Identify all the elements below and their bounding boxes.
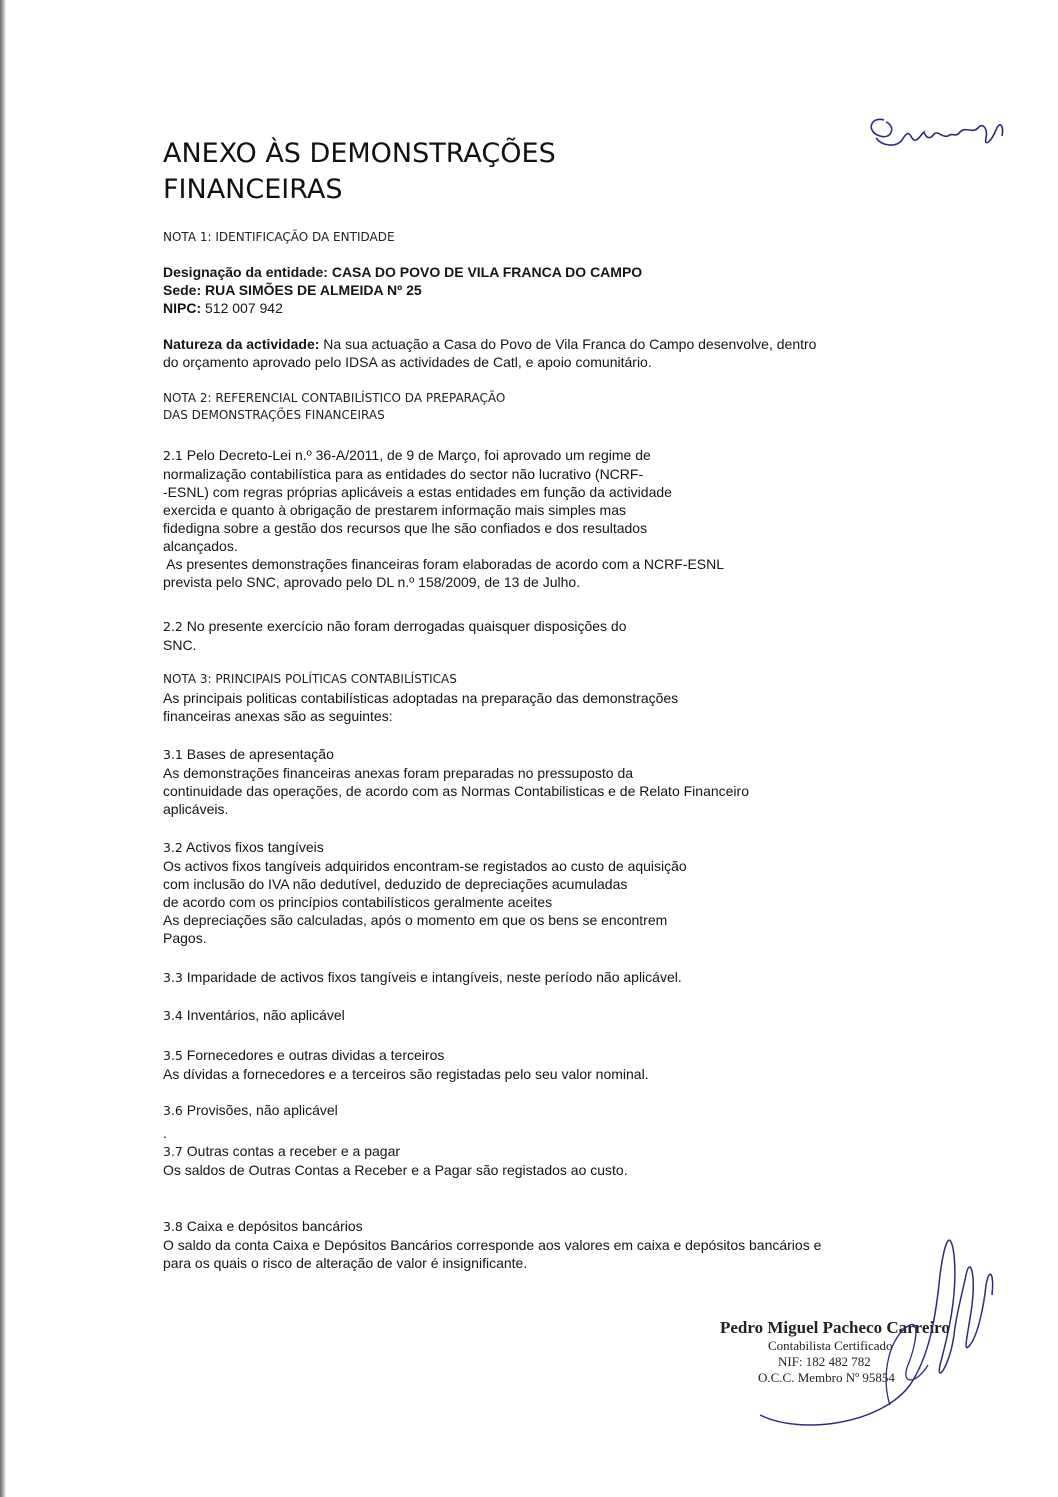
sede-label: Sede: bbox=[163, 282, 202, 298]
nota-1-heading: NOTA 1: IDENTIFICAÇÃO DA ENTIDADE bbox=[163, 230, 395, 244]
scan-page-edge bbox=[0, 0, 6, 1497]
sede-value: RUA SIMÕES DE ALMEIDA Nº 25 bbox=[205, 282, 422, 298]
nota-3-intro-line-1: As principais politicas contabilísticas adoptadas na preparação das demonstrações bbox=[163, 690, 679, 706]
section-2-2-line-1 bbox=[163, 617, 626, 636]
section-2-1 bbox=[163, 446, 724, 591]
rubric-signature bbox=[862, 108, 1012, 158]
section-3-1-line-4: aplicáveis. bbox=[163, 801, 229, 817]
section-3-5 bbox=[163, 1046, 649, 1083]
section-3-5-line-2: As dívidas a fornecedores e a terceiros são registadas pelo seu valor nominal. bbox=[163, 1066, 649, 1082]
section-3-1-title: Bases de apresentação bbox=[182, 746, 334, 762]
section-2-2-number: 2.2 bbox=[163, 619, 183, 634]
section-2-1-line-2: normalização contabilística para as entidades do sector não lucrativo (NCRF- bbox=[163, 466, 644, 482]
section-3-2-line-5: As depreciações são calculadas, após o momento em que os bens se encontrem bbox=[163, 912, 668, 928]
section-3-1-line-2: As demonstrações financeiras anexas foram preparadas no pressuposto da bbox=[163, 765, 634, 781]
section-3-7 bbox=[163, 1124, 628, 1179]
stamp-name: Pedro Miguel Pacheco Carreiro bbox=[720, 1318, 950, 1337]
sede-row bbox=[163, 281, 642, 299]
section-2-1-text-1: Pelo Decreto-Lei n.º 36-A/2011, de 9 de Março, foi aprovado um regime de bbox=[182, 447, 651, 463]
section-2-2 bbox=[163, 617, 626, 654]
title-line-2: FINANCEIRAS bbox=[163, 174, 343, 205]
section-3-1-line-1 bbox=[163, 745, 749, 764]
section-2-1-line-7: As presentes demonstrações financeiras foram elaboradas de acordo com a NCRF-ESNL bbox=[163, 556, 725, 572]
nota-2-heading-line-2: DAS DEMONSTRAÇÕES FINANCEIRAS bbox=[163, 408, 385, 422]
section-3-2-line-1 bbox=[163, 838, 687, 857]
section-3-4 bbox=[163, 1006, 345, 1025]
natureza-label: Natureza da actividade: bbox=[163, 336, 320, 352]
stamp-nif: NIF: 182 482 782 bbox=[778, 1354, 871, 1369]
section-3-7-line-2: Os saldos de Outras Contas a Receber e a Pagar são registados ao custo. bbox=[163, 1162, 628, 1178]
section-2-1-number: 2.1 bbox=[163, 448, 183, 463]
section-2-1-line-1 bbox=[163, 446, 724, 465]
section-3-6-number: 3.6 bbox=[163, 1103, 183, 1118]
section-3-4-text: Inventários, não aplicável bbox=[182, 1007, 345, 1023]
nota-3-intro bbox=[163, 689, 678, 725]
section-3-3 bbox=[163, 968, 682, 987]
section-3-8-line-3: para os quais o risco de alteração de valor é insignificante. bbox=[163, 1255, 528, 1271]
section-3-2-line-2: Os activos fixos tangíveis adquiridos encontram-se registados ao custo de aquisição bbox=[163, 858, 687, 874]
section-2-1-line-4: exercida e quanto à obrigação de prestarem informação mais simples mas bbox=[163, 502, 627, 518]
nota-3-heading: NOTA 3: PRINCIPAIS POLÍTICAS CONTABILÍSTICAS bbox=[163, 672, 457, 686]
section-3-2-line-3: com inclusão do IVA não dedutível, deduzido de depreciações acumuladas bbox=[163, 876, 628, 892]
section-3-7-title: Outras contas a receber e a pagar bbox=[182, 1143, 401, 1159]
natureza-line-2: do orçamento aprovado pelo IDSA as actividades de Catl, e apoio comunitário. bbox=[163, 354, 652, 370]
designacao-value: CASA DO POVO DE VILA FRANCA DO CAMPO bbox=[331, 264, 643, 280]
nipc-label: NIPC: bbox=[163, 300, 202, 316]
section-3-8-title: Caixa e depósitos bancários bbox=[182, 1218, 363, 1234]
section-3-8-number: 3.8 bbox=[163, 1219, 183, 1234]
section-3-4-line bbox=[163, 1006, 345, 1025]
designacao-label: Designação da entidade: bbox=[163, 264, 328, 280]
stamp-title: Contabilista Certificado bbox=[768, 1338, 893, 1353]
handwritten-signature bbox=[740, 1215, 1000, 1445]
section-3-2-line-6: Pagos. bbox=[163, 930, 207, 946]
nota-3-intro-line-2: financeiras anexas são as seguintes: bbox=[163, 708, 393, 724]
section-3-2-number: 3.2 bbox=[163, 840, 183, 855]
section-3-2 bbox=[163, 838, 687, 947]
section-3-8-line-1 bbox=[163, 1217, 821, 1236]
natureza-paragraph bbox=[163, 335, 816, 371]
section-2-2-line-2: SNC. bbox=[163, 637, 197, 653]
section-3-7-number: 3.7 bbox=[163, 1144, 183, 1159]
section-3-5-number: 3.5 bbox=[163, 1048, 183, 1063]
document-title bbox=[163, 136, 556, 208]
section-3-6-line bbox=[163, 1101, 338, 1120]
nipc-value: 512 007 942 bbox=[205, 300, 283, 316]
section-2-1-line-6: alcançados. bbox=[163, 538, 238, 554]
section-3-1-number: 3.1 bbox=[163, 747, 183, 762]
section-3-6 bbox=[163, 1101, 338, 1120]
section-3-2-title: Activos fixos tangíveis bbox=[182, 839, 324, 855]
title-line-1: ANEXO ÀS DEMONSTRAÇÕES bbox=[163, 138, 556, 169]
natureza-text-1: Na sua actuação a Casa do Povo de Vila Franca do Campo desenvolve, dentro bbox=[319, 336, 817, 352]
section-3-6-text: Provisões, não aplicável bbox=[182, 1102, 338, 1118]
section-3-2-line-4: de acordo com os princípios contabilísticos geralmente aceites bbox=[163, 894, 553, 910]
section-3-3-number: 3.3 bbox=[163, 970, 183, 985]
section-2-2-text-1: No presente exercício não foram derrogadas quaisquer disposições do bbox=[182, 618, 627, 634]
section-3-8-line-2: O saldo da conta Caixa e Depósitos Bancários corresponde aos valores em caixa e depósitos bancários e bbox=[163, 1237, 822, 1253]
section-2-1-line-8: prevista pelo SNC, aprovado pelo DL n.º 158/2009, de 13 de Julho. bbox=[163, 574, 581, 590]
section-3-3-line bbox=[163, 968, 682, 987]
natureza-line-1 bbox=[163, 335, 816, 353]
section-2-1-line-5: fidedigna sobre a gestão dos recursos que lhe são confiados e dos resultados bbox=[163, 520, 648, 536]
section-3-1-line-3: continuidade das operações, de acordo com as Normas Contabilisticas e de Relato Financeiro bbox=[163, 783, 749, 799]
section-3-8 bbox=[163, 1217, 821, 1272]
entity-identification bbox=[163, 263, 642, 317]
section-3-5-line-1 bbox=[163, 1046, 649, 1065]
section-3-3-text: Imparidade de activos fixos tangíveis e intangíveis, neste período não aplicável. bbox=[182, 969, 682, 985]
nota-2-heading-line-1: NOTA 2: REFERENCIAL CONTABILÍSTICO DA PREPARAÇÃO bbox=[163, 391, 506, 405]
stamp-member: O.C.C. Membro Nº 95854 bbox=[758, 1370, 895, 1385]
nota-2-heading bbox=[163, 390, 505, 424]
nipc-row bbox=[163, 299, 642, 317]
designacao-row bbox=[163, 263, 642, 281]
section-3-5-title: Fornecedores e outras dividas a terceiros bbox=[182, 1047, 445, 1063]
section-3-4-number: 3.4 bbox=[163, 1008, 183, 1023]
section-3-7-dot: . bbox=[163, 1125, 167, 1141]
section-3-7-line-1 bbox=[163, 1142, 628, 1161]
section-3-1 bbox=[163, 745, 749, 818]
section-2-1-line-3: -ESNL) com regras próprias aplicáveis a estas entidades em função da actividade bbox=[163, 484, 672, 500]
